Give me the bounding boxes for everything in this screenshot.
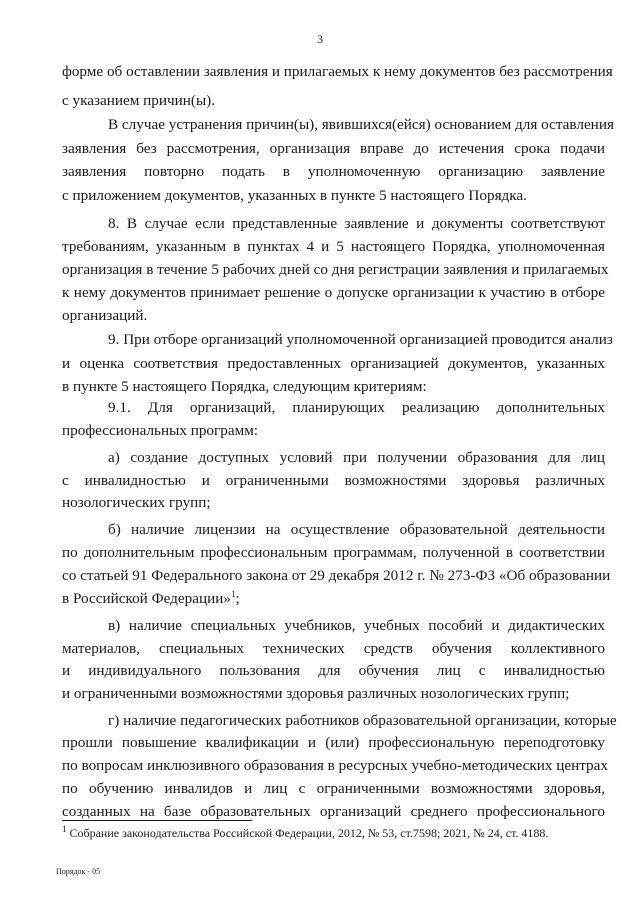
text-line: [62, 355, 605, 373]
text-line-content: прошли повышение квалификации и (или) профессиональную переподготовку: [62, 734, 605, 751]
text-line-content: материалов, специальных технических средств обучения коллективного: [62, 640, 605, 657]
text-line-content: заявления без рассмотрения, организация вправе до истечения срока подачи: [62, 140, 605, 157]
text-line: [62, 712, 617, 730]
text-line: [62, 734, 605, 752]
text-line: [62, 494, 605, 512]
text-line: [62, 521, 605, 539]
text-line: [62, 780, 605, 798]
text-line: [62, 140, 605, 158]
text-line-content: организация в течение 5 рабочих дней со дня регистрации заявления и прилагаемых: [62, 261, 609, 278]
footnote-reference: 1: [230, 588, 236, 599]
text-line-content: г) наличие педагогических работников образовательной организации, которые: [108, 712, 617, 729]
text-line: [62, 544, 605, 562]
text-line: [62, 187, 605, 205]
text-line-content: с приложением документов, указанных в пункте 5 настоящего Порядка.: [62, 187, 527, 204]
text-line: [62, 92, 605, 110]
text-line: [62, 803, 605, 821]
text-line-content: требованиям, указанным в пунктах 4 и 5 настоящего Порядка, уполномоченная: [62, 238, 605, 255]
text-line-content: и индивидуального пользования для обучения лиц с инвалидностью: [62, 662, 605, 679]
text-line: [62, 307, 605, 325]
text-line: [62, 378, 605, 396]
text-line-content: 9.1. Для организаций, планирующих реализацию дополнительных: [108, 399, 605, 416]
text-line-content: со статьей 91 Федерального закона от 29 декабря 2012 г. № 273-ФЗ «Об образовании: [62, 567, 611, 584]
text-line-content: нозологических групп;: [62, 494, 211, 511]
text-line-content: с указанием причин(ы).: [62, 92, 216, 109]
text-line-content: профессиональных программ:: [62, 422, 259, 439]
text-line: [62, 116, 614, 134]
text-line: [62, 567, 611, 585]
footnote: [62, 826, 605, 841]
text-line-punctuation: ;: [235, 590, 240, 607]
text-line: [62, 215, 605, 233]
footnote-divider: [62, 820, 252, 821]
text-line-content: заявления повторно подать в уполномоченную организацию заявление: [62, 163, 605, 180]
footnote-mark: 1: [62, 824, 67, 834]
text-line: [62, 617, 605, 635]
text-line-content: 9. При отборе организаций уполномоченной организацией проводится анализ: [108, 331, 613, 348]
text-line: [62, 685, 605, 703]
text-line-content: в пункте 5 настоящего Порядка, следующим критериям:: [62, 378, 427, 395]
text-line-content: 8. В случае если представленные заявление и документы соответствуют: [108, 215, 605, 232]
text-line-content: по дополнительным профессиональным программам, полученной в соответствии: [62, 544, 605, 561]
text-line-content: а) создание доступных условий при получении образования для лиц: [108, 449, 605, 466]
text-line: [62, 640, 605, 658]
text-line-content: В случае устранения причин(ы), явившихся(ейся) основанием для оставления: [108, 116, 614, 133]
text-line: [62, 331, 613, 349]
text-line-content: по вопросам инклюзивного образования в ресурсных учебно-методических центрах: [62, 757, 608, 774]
text-line: [62, 399, 605, 417]
text-line: [62, 757, 608, 775]
text-line-content: в) наличие специальных учебников, учебных пособий и дидактических: [108, 617, 605, 634]
text-line-content: и ограниченными возможностями здоровья различных нозологических групп;: [62, 685, 570, 702]
text-line-content: с инвалидностью и ограниченными возможностями здоровья различных: [62, 472, 605, 489]
text-line: [62, 163, 605, 181]
text-line-content: в Российской Федерации»: [62, 590, 231, 607]
text-line: [62, 238, 605, 256]
text-line: [62, 472, 605, 490]
document-marker: Порядок - 05: [56, 867, 101, 876]
text-line: [62, 422, 605, 440]
text-line: [62, 261, 609, 279]
page-number: 3: [317, 32, 323, 46]
text-line-content: к нему документов принимает решение о допуске организации к участию в отборе: [62, 284, 605, 301]
text-line-content: созданных на базе образовательных организаций среднего профессионального: [62, 803, 605, 820]
text-line-content: организаций.: [62, 307, 148, 324]
text-line-content: по обучению инвалидов и лиц с ограниченными возможностями здоровья,: [62, 780, 605, 797]
footnote-text: Собрание законодательства Российской Федерации, 2012, № 53, ст.7598; 2021, № 24, ст. 4188.: [66, 826, 549, 840]
text-line-content: форме об оставлении заявления и прилагаемых к нему документов без рассмотрения: [62, 63, 613, 80]
text-line-content: и оценка соответствия предоставленных организацией документов, указанных: [62, 355, 605, 372]
text-line: [62, 662, 605, 680]
text-line: [62, 284, 605, 302]
text-line: [62, 590, 605, 608]
text-line-content: б) наличие лицензии на осуществление образовательной деятельности: [108, 521, 605, 538]
text-line: [62, 449, 605, 467]
text-line: [62, 63, 613, 81]
